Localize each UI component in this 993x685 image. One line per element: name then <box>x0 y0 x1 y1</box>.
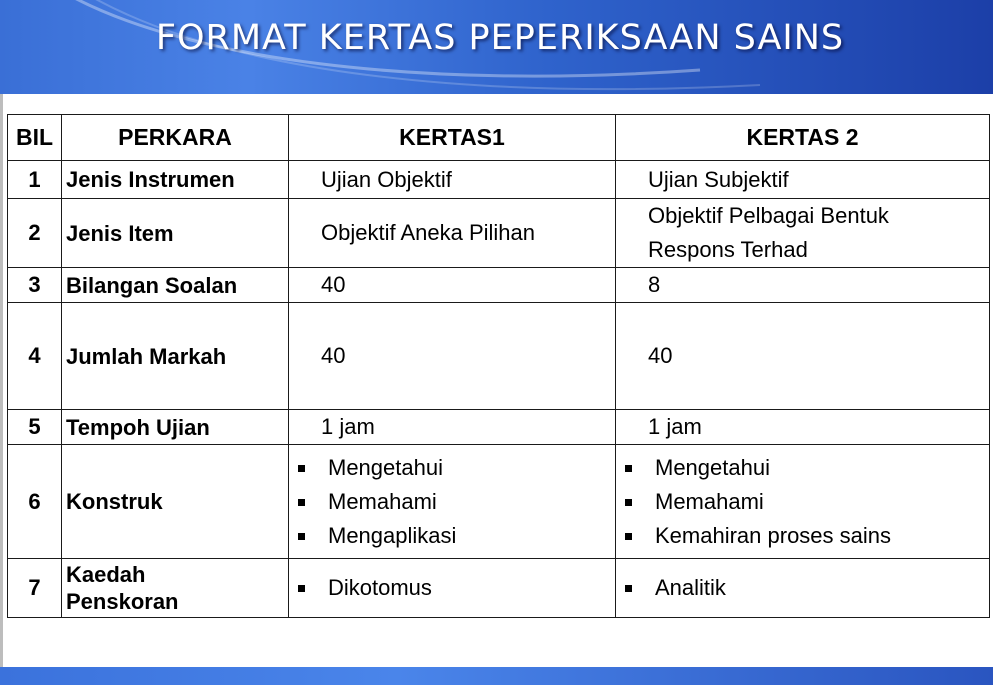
table-header-row <box>8 115 990 161</box>
bullet-item: Kemahiran proses sains <box>625 519 989 553</box>
row-number: 7 <box>8 559 62 618</box>
row-perkara: Tempoh Ujian <box>62 410 289 445</box>
row-kertas1 <box>289 445 616 559</box>
table-row <box>8 303 990 410</box>
kertas1-bullet-list <box>298 451 615 553</box>
row-number: 6 <box>8 445 62 559</box>
row-perkara: Bilangan Soalan <box>62 268 289 303</box>
footer-bar <box>0 667 993 685</box>
row-kertas1: 40 <box>289 303 616 410</box>
row-perkara: Konstruk <box>62 445 289 559</box>
page-title: FORMAT KERTAS PEPERIKSAAN SAINS <box>155 18 845 58</box>
slide-left-edge <box>0 94 3 685</box>
row-number: 1 <box>8 161 62 199</box>
row-kertas1: Objektif Aneka Pilihan <box>289 199 616 268</box>
kertas2-bullet-list <box>625 451 989 553</box>
row-number: 3 <box>8 268 62 303</box>
kertas2-line: Respons Terhad <box>648 237 808 262</box>
bullet-item: Analitik <box>625 571 989 605</box>
header-kertas1: KERTAS1 <box>289 115 616 161</box>
row-number: 2 <box>8 199 62 268</box>
bullet-item: Memahami <box>625 485 989 519</box>
bullet-item: Mengetahui <box>625 451 989 485</box>
kertas1-bullet-list <box>298 571 615 605</box>
title-banner <box>0 0 993 94</box>
row-perkara: Jenis Item <box>62 199 289 268</box>
table-row <box>8 199 990 268</box>
row-kertas1: Ujian Objektif <box>289 161 616 199</box>
row-perkara <box>62 559 289 618</box>
row-kertas1: 1 jam <box>289 410 616 445</box>
table-row <box>8 410 990 445</box>
bullet-item: Memahami <box>298 485 615 519</box>
bullet-item: Dikotomus <box>298 571 615 605</box>
row-kertas2 <box>616 199 990 268</box>
kertas2-bullet-list <box>625 571 989 605</box>
bullet-item: Mengetahui <box>298 451 615 485</box>
bullet-item: Mengaplikasi <box>298 519 615 553</box>
table-row <box>8 268 990 303</box>
header-bil: BIL <box>8 115 62 161</box>
perkara-line: Kaedah <box>66 562 146 587</box>
row-perkara: Jumlah Markah <box>62 303 289 410</box>
header-perkara: PERKARA <box>62 115 289 161</box>
row-kertas2: 1 jam <box>616 410 990 445</box>
row-kertas2: 8 <box>616 268 990 303</box>
row-kertas2: 40 <box>616 303 990 410</box>
header-kertas2: KERTAS 2 <box>616 115 990 161</box>
kertas2-line: Objektif Pelbagai Bentuk <box>648 203 889 228</box>
row-kertas2 <box>616 445 990 559</box>
row-kertas1 <box>289 559 616 618</box>
exam-format-table <box>7 114 990 618</box>
table-row <box>8 161 990 199</box>
row-perkara: Jenis Instrumen <box>62 161 289 199</box>
row-kertas2 <box>616 559 990 618</box>
perkara-line: Penskoran <box>66 589 179 614</box>
table-row <box>8 559 990 618</box>
row-kertas2: Ujian Subjektif <box>616 161 990 199</box>
table-row <box>8 445 990 559</box>
row-number: 5 <box>8 410 62 445</box>
row-number: 4 <box>8 303 62 410</box>
row-kertas1: 40 <box>289 268 616 303</box>
